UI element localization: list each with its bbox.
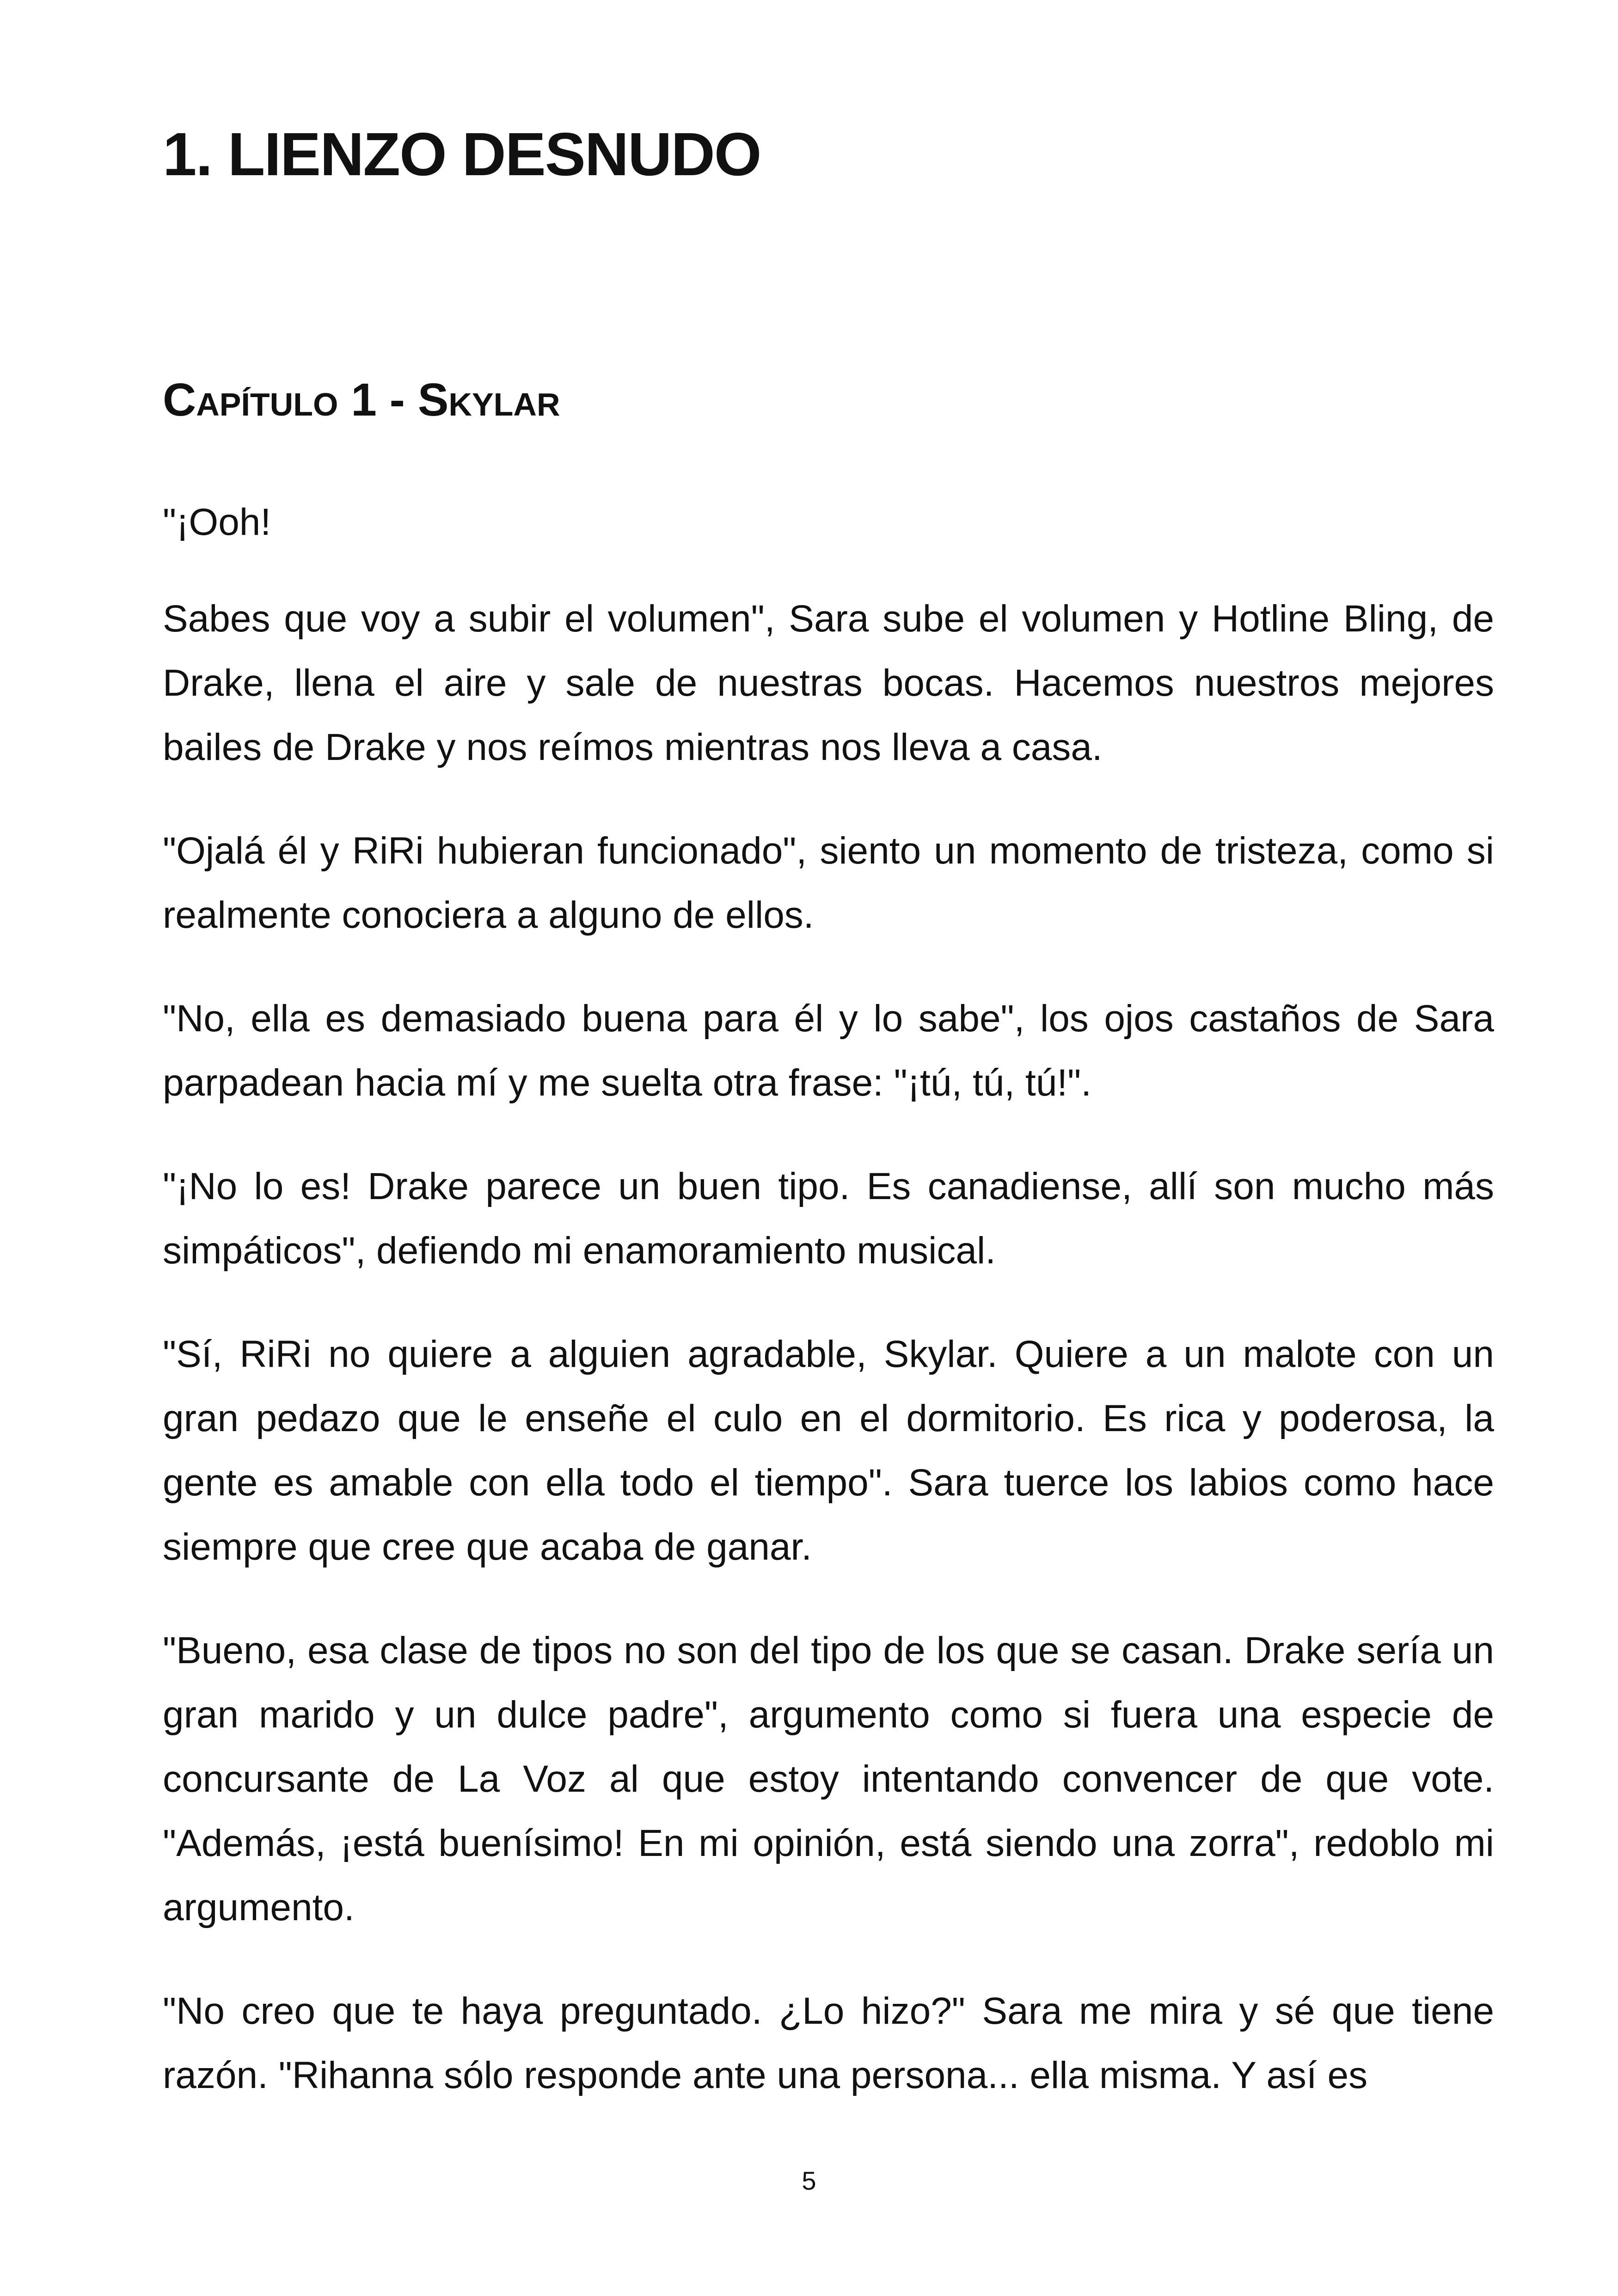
paragraph: "Ojalá él y RiRi hubieran funcionado", siento un momento de tristeza, como si realmente conociera a alguno de ellos. [163,830,1494,936]
body-text [163,490,1494,2147]
paragraph: "No, ella es demasiado buena para él y lo sabe", los ojos castaños de Sara parpadean hacia mí y me suelta otra frase: "¡tú, tú, tú!". [163,998,1494,1104]
chapter-title: Capítulo 1 - Skylar [163,374,560,426]
paragraph: "Sí, RiRi no quiere a alguien agradable, Skylar. Quiere a un malote con un gran pedazo que le enseñe el culo en el dormitorio. Es rica y poderosa, la gente es amable con ella todo el tiempo". Sara tuerce los labios como hace siempre que cree que acaba de ganar. [163,1333,1494,1568]
part-title: 1. LIENZO DESNUDO [163,120,761,188]
paragraph: "¡No lo es! Drake parece un buen tipo. Es canadiense, allí son mucho más simpáticos", defiendo mi enamoramiento musical. [163,1165,1494,1272]
paragraph: "Bueno, esa clase de tipos no son del tipo de los que se casan. Drake sería un gran marido y un dulce padre", argumento como si fuera una especie de concursante de La Voz al que estoy intentando convencer de que vote. "Además, ¡está buenísimo! En mi opinión, está siendo una zorra", redoblo mi argumento. [163,1629,1494,1929]
paragraph: "¡Ooh! [163,501,271,543]
page-number: 5 [802,2166,816,2195]
paragraph: "No creo que te haya preguntado. ¿Lo hizo?" Sara me mira y sé que tiene razón. "Rihanna sólo responde ante una persona... ella misma. Y así es [163,1990,1494,2096]
paragraph: Sabes que voy a subir el volumen", Sara sube el volumen y Hotline Bling, de Drake, llena el aire y sale de nuestras bocas. Hacemos nuestros mejores bailes de Drake y nos reímos mientras nos lleva a casa. [163,598,1494,768]
